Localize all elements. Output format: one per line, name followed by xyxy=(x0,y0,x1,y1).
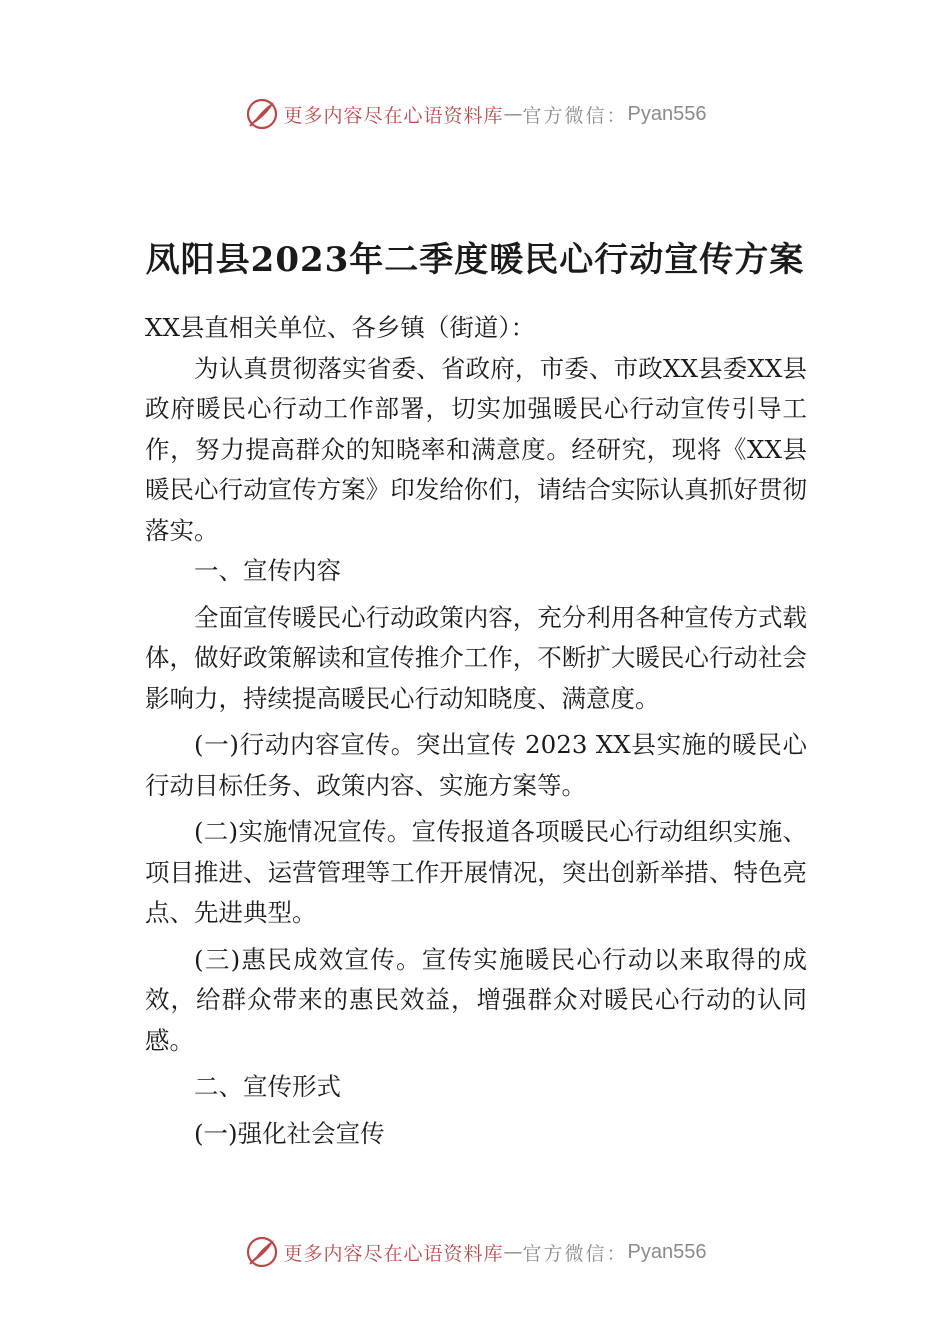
section-heading-1: 一、宣传内容 xyxy=(194,556,341,585)
paragraph-subheading: (一)强化社会宣传 xyxy=(194,1118,385,1148)
document-body xyxy=(145,308,807,1154)
watermark-brand: 更多内容尽在心语资料库 xyxy=(283,104,504,127)
header-watermark xyxy=(0,94,950,134)
quill-pen-logo-icon xyxy=(244,1234,280,1270)
section-heading-2: 二、宣传形式 xyxy=(194,1072,341,1101)
paragraph-intro: 为认真贯彻落实省委、省政府，市委、市政XX县委XX县政府暖民心行动工作部署，切实加强暖民心行动宣传引导工作，努力提高群众的知晓率和满意度。经研究，现将《XX县暖民心行动宣传方案》印发给你们，请结合实际认真抓好贯彻落实。 xyxy=(145,353,807,545)
paragraph-item-1: (一)行动内容宣传。突出宣传 2023 XX县实施的暖民心行动目标任务、政策内容、实施方案等。 xyxy=(145,730,807,800)
watermark-wechat-label: 官方微信： xyxy=(522,104,628,127)
quill-pen-logo-icon xyxy=(244,96,280,132)
watermark-wechat-id: Pyan556 xyxy=(627,1240,707,1263)
watermark-separator: — xyxy=(503,1241,523,1263)
watermark-separator: — xyxy=(503,103,523,125)
paragraph-item-2: (二)实施情况宣传。宣传报道各项暖民心行动组织实施、项目推进、运营管理等工作开展情况，突出创新举措、特色亮点、先进典型。 xyxy=(145,817,807,927)
watermark-wechat-id: Pyan556 xyxy=(627,102,707,125)
salutation: XX县直相关单位、各乡镇（街道）： xyxy=(145,313,536,342)
footer-watermark xyxy=(0,1232,950,1272)
watermark-wechat-label: 官方微信： xyxy=(522,1242,628,1265)
paragraph-content: 全面宣传暖民心行动政策内容，充分利用各种宣传方式载体，做好政策解读和宣传推介工作，不断扩大暖民心行动社会影响力，持续提高暖民心行动知晓度、满意度。 xyxy=(145,602,807,713)
document-title: 凤阳县2023年二季度暖民心行动宣传方案 xyxy=(145,240,805,280)
watermark-brand: 更多内容尽在心语资料库 xyxy=(283,1242,504,1265)
paragraph-item-3: (三)惠民成效宣传。宣传实施暖民心行动以来取得的成效，给群众带来的惠民效益，增强群众对暖民心行动的认同感。 xyxy=(145,944,807,1055)
